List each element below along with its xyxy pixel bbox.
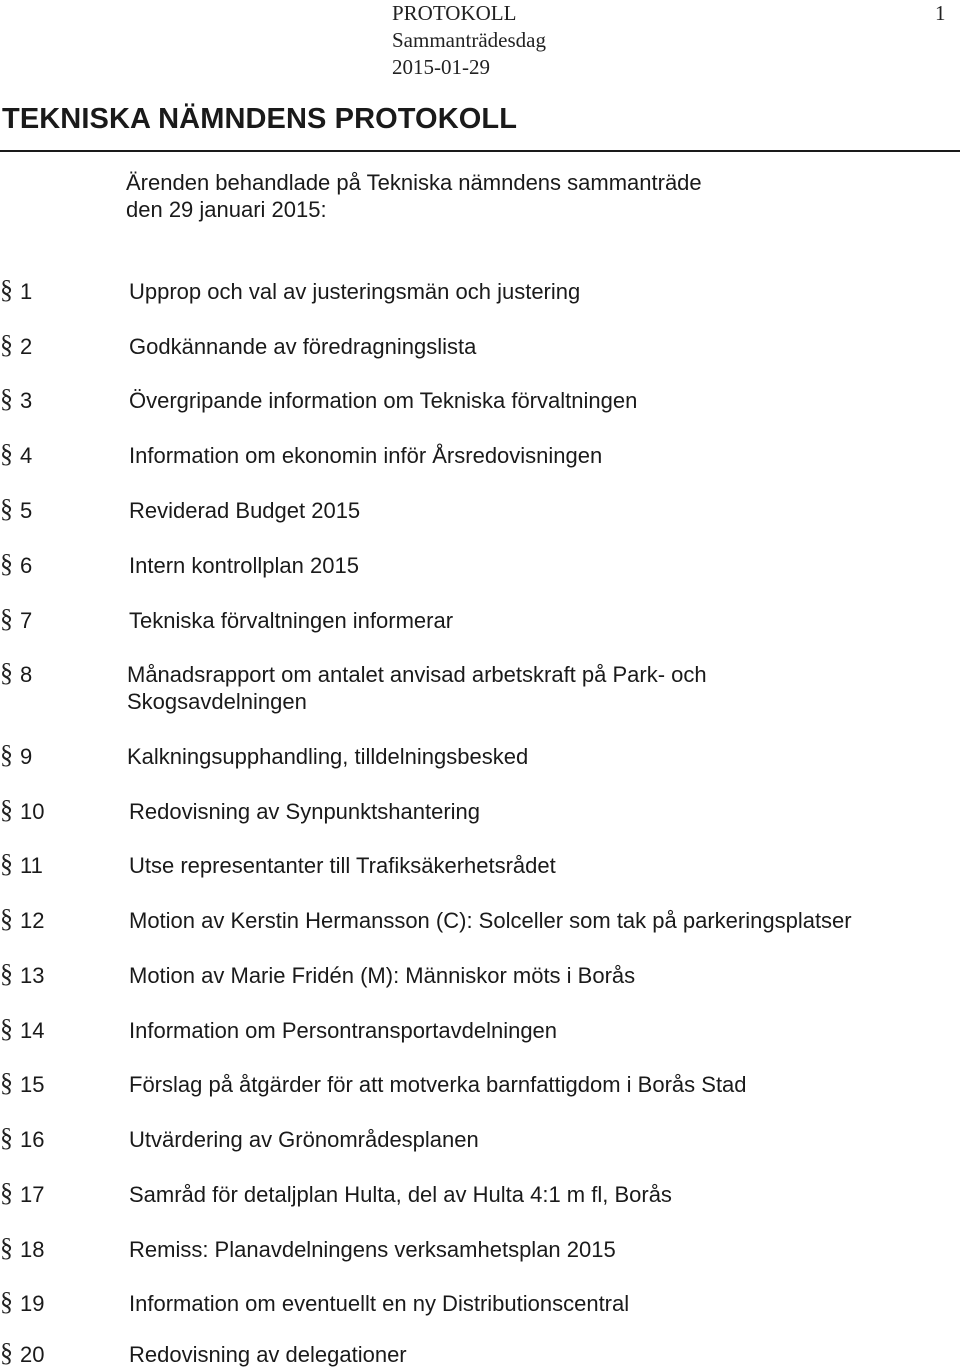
agenda-item-number: 6 bbox=[20, 553, 33, 578]
agenda-item-number: 18 bbox=[20, 1237, 45, 1262]
agenda-item-text: Redovisning av delegationer bbox=[129, 1342, 407, 1367]
agenda-item bbox=[0, 549, 960, 582]
paragraph-symbol: § bbox=[0, 1178, 13, 1207]
paragraph-symbol: § bbox=[0, 1123, 13, 1152]
agenda-item bbox=[0, 795, 960, 828]
agenda-item-text: Samråd för detaljplan Hulta, del av Hulta 4:1 m fl, Borås bbox=[129, 1182, 672, 1207]
agenda-item-text: Redovisning av Synpunktshantering bbox=[129, 799, 481, 824]
agenda-item-number: 3 bbox=[20, 388, 33, 413]
agenda-item-number: 9 bbox=[20, 744, 33, 769]
agenda-item bbox=[0, 1233, 960, 1266]
agenda-item-number: 5 bbox=[20, 498, 33, 523]
agenda-item-number: 20 bbox=[20, 1342, 45, 1367]
agenda-item bbox=[0, 658, 960, 719]
agenda-item-text: Information om eventuellt en ny Distributionscentral bbox=[129, 1291, 630, 1316]
agenda-item bbox=[0, 904, 960, 937]
agenda-item-text: Motion av Kerstin Hermansson (C): Solceller som tak på parkeringsplatser bbox=[129, 908, 852, 933]
agenda-item-number: 17 bbox=[20, 1182, 45, 1207]
intro-line-1: Ärenden behandlade på Tekniska nämndens sammanträde bbox=[126, 170, 702, 195]
paragraph-symbol: § bbox=[0, 1233, 13, 1262]
agenda-item-number: 8 bbox=[20, 662, 33, 687]
agenda-item-number: 11 bbox=[20, 853, 43, 878]
agenda-item-text: Förslag på åtgärder för att motverka barnfattigdom i Borås Stad bbox=[129, 1072, 747, 1097]
agenda-item-text-line-1: Månadsrapport om antalet anvisad arbetskraft på Park- och bbox=[127, 662, 707, 687]
paragraph-symbol: § bbox=[0, 658, 13, 687]
agenda-item bbox=[0, 1178, 960, 1211]
agenda-item-text: Information om ekonomin inför Årsredovisningen bbox=[129, 443, 603, 468]
agenda-item bbox=[0, 1068, 960, 1101]
agenda-item-number: 16 bbox=[20, 1127, 45, 1152]
paragraph-symbol: § bbox=[0, 384, 13, 413]
agenda-item bbox=[0, 959, 960, 992]
agenda-item-number: 12 bbox=[20, 908, 45, 933]
paragraph-symbol: § bbox=[0, 330, 13, 359]
agenda-item-text: Information om Persontransportavdelningen bbox=[129, 1018, 558, 1043]
agenda-item bbox=[0, 1287, 960, 1320]
paragraph-symbol: § bbox=[0, 849, 13, 878]
agenda-item bbox=[0, 275, 960, 308]
paragraph-symbol: § bbox=[0, 959, 13, 988]
agenda-item bbox=[0, 1338, 960, 1371]
paragraph-symbol: § bbox=[0, 549, 13, 578]
agenda-item bbox=[0, 494, 960, 527]
paragraph-symbol: § bbox=[0, 604, 13, 633]
agenda-item-number: 14 bbox=[20, 1018, 45, 1043]
agenda-item-number: 1 bbox=[20, 279, 33, 304]
agenda-item-number: 19 bbox=[20, 1291, 45, 1316]
agenda-item-text: Upprop och val av justeringsmän och justering bbox=[129, 279, 581, 304]
paragraph-symbol: § bbox=[0, 904, 13, 933]
agenda-item bbox=[0, 740, 960, 773]
agenda-item-text: Utvärdering av Grönområdesplanen bbox=[129, 1127, 479, 1152]
agenda-item-number: 13 bbox=[20, 963, 45, 988]
agenda-item bbox=[0, 1014, 960, 1047]
agenda-item bbox=[0, 604, 960, 637]
agenda-item bbox=[0, 1123, 960, 1156]
agenda-item-text bbox=[127, 661, 707, 715]
paragraph-symbol: § bbox=[0, 1287, 13, 1316]
paragraph-symbol: § bbox=[0, 439, 13, 468]
agenda-item-text: Intern kontrollplan 2015 bbox=[129, 553, 359, 578]
header-meeting-label: Sammanträdesdag bbox=[392, 28, 546, 52]
agenda-item-number: 15 bbox=[20, 1072, 45, 1097]
agenda-item bbox=[0, 330, 960, 363]
agenda-item bbox=[0, 384, 960, 417]
agenda-item-text: Tekniska förvaltningen informerar bbox=[129, 608, 454, 633]
agenda-item-number: 4 bbox=[20, 443, 33, 468]
agenda-item-text: Godkännande av föredragningslista bbox=[129, 334, 477, 359]
header-date: 2015-01-29 bbox=[392, 55, 490, 79]
paragraph-symbol: § bbox=[0, 1338, 13, 1367]
agenda-item-text: Remiss: Planavdelningens verksamhetsplan 2015 bbox=[129, 1237, 616, 1262]
page-number: 1 bbox=[935, 1, 946, 25]
paragraph-symbol: § bbox=[0, 494, 13, 523]
agenda-item bbox=[0, 849, 960, 882]
header-doc-type: PROTOKOLL bbox=[392, 1, 517, 25]
paragraph-symbol: § bbox=[0, 1068, 13, 1097]
agenda-item-text: Motion av Marie Fridén (M): Människor möts i Borås bbox=[129, 963, 636, 988]
agenda-item-text: Kalkningsupphandling, tilldelningsbesked bbox=[127, 744, 529, 769]
intro-line-2: den 29 januari 2015: bbox=[126, 197, 327, 222]
agenda-item bbox=[0, 439, 960, 472]
paragraph-symbol: § bbox=[0, 1014, 13, 1043]
agenda-item-number: 2 bbox=[20, 334, 33, 359]
agenda-item-number: 10 bbox=[20, 799, 45, 824]
agenda-item-number: 7 bbox=[20, 608, 33, 633]
agenda-item-text-line-2: Skogsavdelningen bbox=[127, 689, 307, 714]
agenda-item-text: Reviderad Budget 2015 bbox=[129, 498, 361, 523]
paragraph-symbol: § bbox=[0, 275, 13, 304]
document-title: TEKNISKA NÄMNDENS PROTOKOLL bbox=[2, 103, 518, 135]
agenda-item-text: Övergripande information om Tekniska förvaltningen bbox=[129, 388, 638, 413]
paragraph-symbol: § bbox=[0, 740, 13, 769]
agenda-item-text: Utse representanter till Trafiksäkerhetsrådet bbox=[129, 853, 556, 878]
paragraph-symbol: § bbox=[0, 795, 13, 824]
